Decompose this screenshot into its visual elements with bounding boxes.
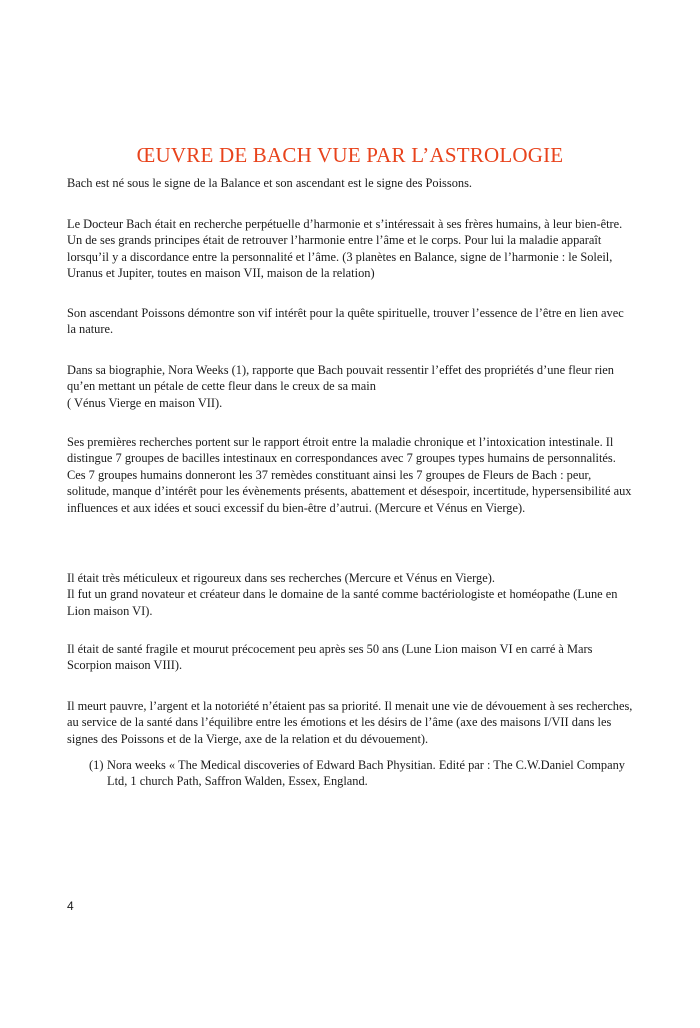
paragraph-meticulous <box>67 570 635 619</box>
paragraph-research <box>67 434 635 516</box>
page-number: 4 <box>67 899 74 913</box>
paragraph-line: Il meurt pauvre, l’argent et la notoriété n’étaient pas sa priorité. Il menait une vie de dévouement à ses recherches, au service de la santé dans l’équilibre entre les émotions et les désirs de l’âme (axe des maisons I/VII dans les signes des Poissons et de la Vierge, axe de la relation et du dévouement). <box>67 699 633 746</box>
paragraph-line: Il fut un grand novateur et créateur dans le domaine de la santé comme bactériologiste et homéopathe (Lune en Lion maison VI). <box>67 587 618 618</box>
paragraph-biography <box>67 362 635 411</box>
paragraph-line: Le Docteur Bach était en recherche perpétuelle d’harmonie et s’intéressait à ses frères humains, à leur bien-être. Un de ses grands principes était de retrouver l’harmonie entre l’âme et le corps. Pour lui la maladie apparaît lorsqu’il y a discordance entre la personnalité et l’âme. (3 planètes en Balance, signe de l’harmonie : le Soleil, Uranus et Jupiter, toutes en maison VII, maison de la relation) <box>67 217 623 281</box>
paragraph-line: Bach est né sous le signe de la Balance et son ascendant est le signe des Poissons. <box>67 176 473 190</box>
paragraph-death <box>67 698 635 747</box>
paragraph-line: ( Vénus Vierge en maison VII). <box>67 395 223 410</box>
paragraph-birth-signs <box>67 175 635 191</box>
paragraph-harmony <box>67 216 635 282</box>
paragraph-line: Il était de santé fragile et mourut précocement peu après ses 50 ans (Lune Lion maison VI en carré à Mars Scorpion maison VIII). <box>67 642 593 673</box>
paragraph-line: Son ascendant Poissons démontre son vif intérêt pour la quête spirituelle, trouver l’essence de l’être en lien avec la nature. <box>67 306 624 337</box>
footnote <box>89 757 629 790</box>
page-title: ŒUVRE DE BACH VUE PAR L’ASTROLOGIE <box>136 143 564 167</box>
paragraph-line: Ses premières recherches portent sur le rapport étroit entre la maladie chronique et l’intoxication intestinale. Il distingue 7 groupes de bacilles intestinaux en correspondances avec 7 groupes types humains de personnalités. <box>67 435 616 466</box>
footnote-text: Nora weeks « The Medical discoveries of Edward Bach Physitian. Edité par : The C.W.Daniel Company Ltd, 1 church Path, Saffron Walden, Essex, England. <box>107 758 625 789</box>
footnote-number: (1) <box>89 758 104 772</box>
paragraph-line: Dans sa biographie, Nora Weeks (1), rapporte que Bach pouvait ressentir l’effet des propriétés d’une fleur rien qu’en mettant un pétale de cette fleur dans le creux de sa main <box>67 363 614 394</box>
paragraph-ascendant <box>67 305 635 338</box>
paragraph-line: Ces 7 groupes humains donneront les 37 remèdes constituant ainsi les 7 groupes de Fleurs de Bach : peur, solitude, manque d’intérêt pour les évènements présents, abattement et désespoir, incertitude, hypersensibilité aux influences et aux idées et souci excessif du bien-être d’autrui. (Mercure et Vénus en Vierge). <box>67 467 632 515</box>
paragraph-line: Il était très méticuleux et rigoureux dans ses recherches (Mercure et Vénus en Vierge). <box>67 571 495 585</box>
paragraph-health <box>67 641 635 674</box>
